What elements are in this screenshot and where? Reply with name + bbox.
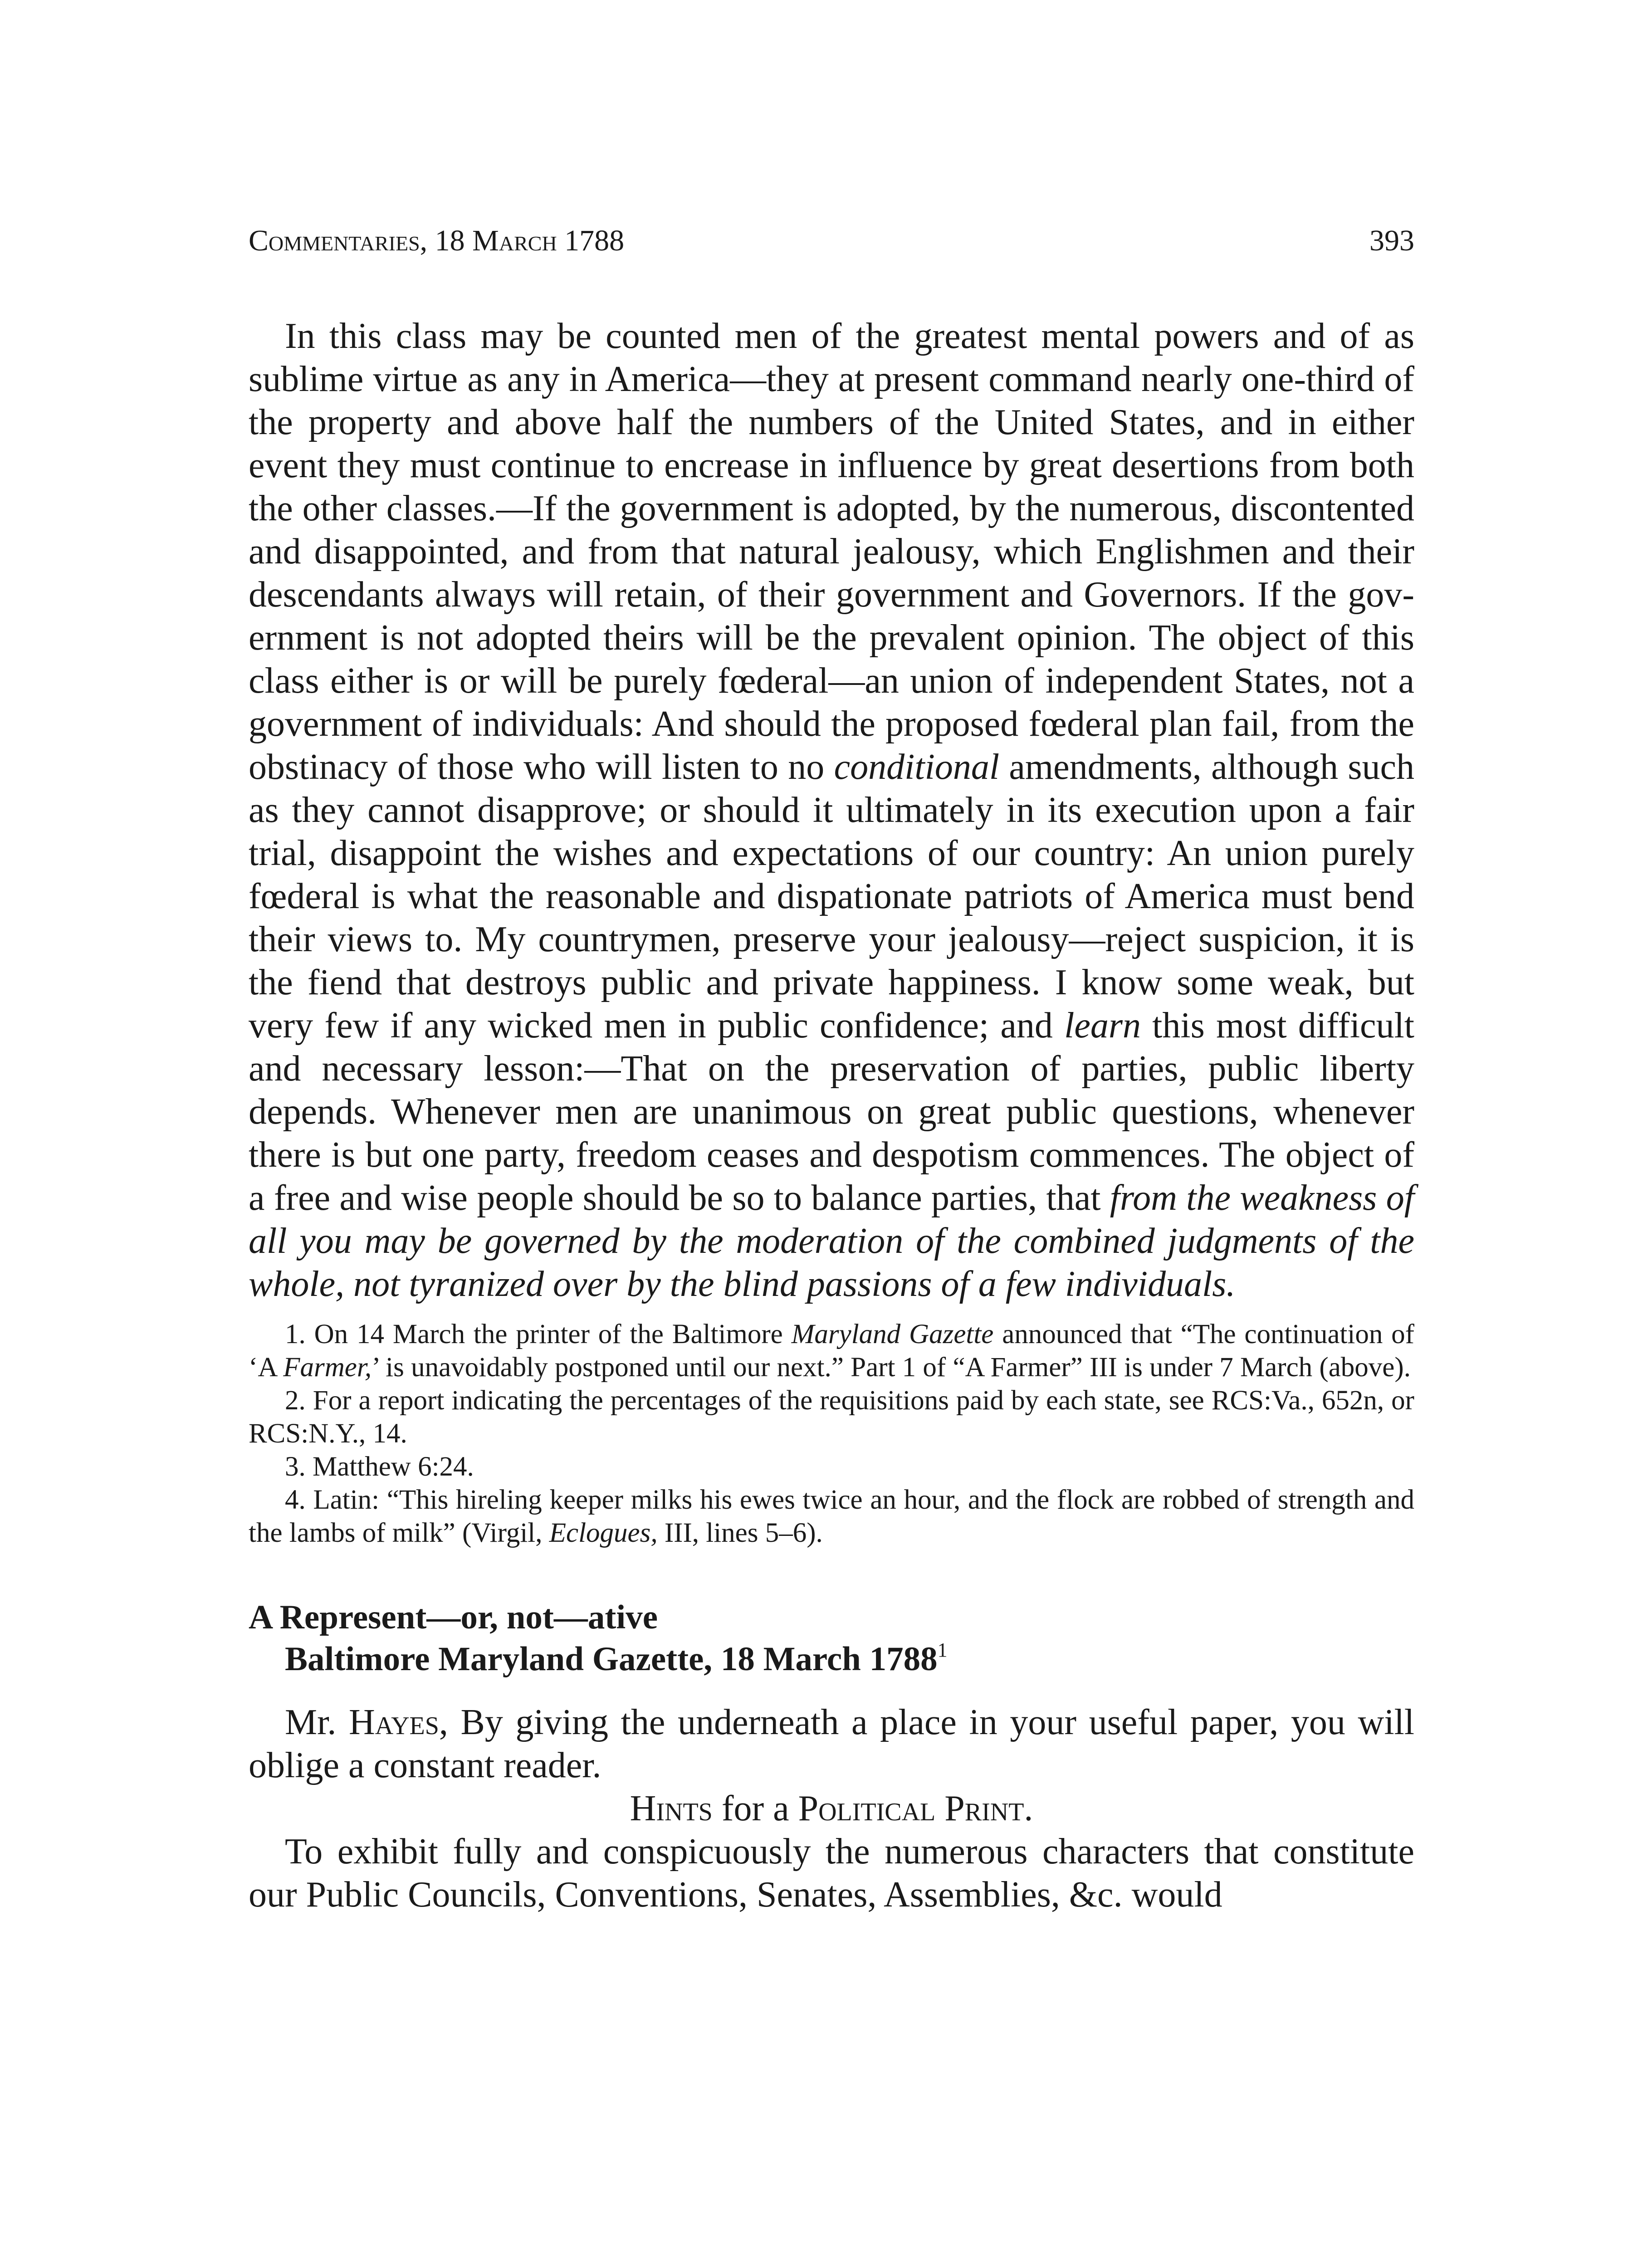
- italic-text-run: Farmer,: [283, 1352, 372, 1383]
- text-run: 3. Matthew 6:24.: [285, 1452, 474, 1482]
- text-run: To exhibit fully and conspicuously the numerous characters that constitute our Public Councils, Conventions, Senates, Assemblies, &c. would: [249, 1832, 1414, 1915]
- text-run: for a: [712, 1789, 798, 1828]
- article-heading: [249, 1597, 1414, 1680]
- text-run: 2. For a report indicating the percentages of the requisitions paid by each state, see RCS:Va., 652n, or RCS:N.Y., 14.: [249, 1385, 1414, 1449]
- running-head-title: Commentaries, 18 March 1788: [249, 224, 625, 257]
- endnotes: [249, 1318, 1414, 1549]
- endnote: [249, 1483, 1414, 1549]
- article-title: A Represent—or, not—ative: [249, 1598, 658, 1636]
- running-head: [249, 226, 1414, 256]
- text-run: ’ is unavoidably postponed until our next.” Part 1 of “A Farmer” III is under 7 March (above).: [372, 1352, 1411, 1383]
- article-source-line: [249, 1638, 1414, 1680]
- italic-text-run: Eclogues,: [549, 1518, 658, 1548]
- italic-text-run: learn: [1064, 1006, 1141, 1046]
- endnote: [249, 1450, 1414, 1483]
- text-run: , By giving the underneath a place in your useful paper, you will oblige a constant reader.: [249, 1702, 1414, 1785]
- continued-paragraph: [249, 315, 1414, 1306]
- italic-text-run: from the weakness of all you may be governed by the moderation of the combined judgments of the whole, not tyranized over by the blind passions of a few individuals.: [249, 1178, 1414, 1304]
- text-run: 4. Latin: “This hireling keeper milks his ewes twice an hour, and the flock are robbed of strength and the lambs of milk” (Virgil,: [249, 1485, 1414, 1548]
- italic-text-run: Maryland Gazette: [791, 1319, 994, 1349]
- page-number: 393: [1369, 224, 1414, 257]
- opening-paragraph: [249, 1830, 1414, 1916]
- small-caps-text-run: Hints: [630, 1789, 713, 1828]
- italic-text-run: conditional: [834, 747, 1000, 787]
- endnote: [249, 1384, 1414, 1450]
- text-run: this most difficult and necessary lesson:—That on the preservation of parties, public liberty depends. Whenever men are unanimous on great public questions, whenever there is but one party, freedom ceases and despotism commences. The object of a free and wise people should be so to balance parties, that: [249, 1006, 1415, 1218]
- article-source: Baltimore Maryland Gazette, 18 March 1788: [285, 1640, 938, 1678]
- text-block: [249, 315, 1414, 1916]
- text-run: .: [1024, 1789, 1033, 1828]
- text-run: announced that “The continuation of ‘A: [249, 1319, 1414, 1383]
- small-caps-text-run: Hayes: [349, 1702, 439, 1742]
- text-run: III, lines 5–6).: [657, 1518, 823, 1548]
- letter: [249, 1701, 1414, 1916]
- text-run: In this class may be counted men of the greatest mental powers and of as sublime virtue as any in America—they at present command nearly one-third of the property and above half the numbers of the United States, and in either event they must continue to encrease in influence by great desertions from both the other classes.—If the government is adopted, by the numerous, discontented and disappointed, and from that natural jealousy, which Englishmen and their descendants always will retain, of their government and Governors. If the government is not adopted theirs will be the prevalent opinion. The object of this class either is or will be purely fœderal—an union of independent States, not a government of individuals: And should the proposed fœderal plan fail, from the obstinacy of those who will listen to no: [249, 316, 1414, 787]
- footnote-reference: 1: [937, 1639, 948, 1661]
- endnote: [249, 1318, 1414, 1384]
- salutation-paragraph: [249, 1701, 1414, 1787]
- text-run: Mr.: [285, 1702, 349, 1742]
- text-run: 1. On 14 March the printer of the Baltimore: [285, 1319, 792, 1349]
- centered-title: [249, 1787, 1414, 1830]
- small-caps-text-run: Political Print: [798, 1789, 1024, 1828]
- text-run: amendments, although such as they cannot disapprove; or should it ultimately in its execution upon a fair trial, disappoint the wishes and expectations of our country: An union purely fœderal is what the reasonable and dispationate patriots of America must bend their views to. My countrymen, preserve your jealousy—reject suspicion, it is the fiend that destroys public and private happiness. I know some weak, but very few if any wicked men in public confidence; and: [249, 747, 1415, 1046]
